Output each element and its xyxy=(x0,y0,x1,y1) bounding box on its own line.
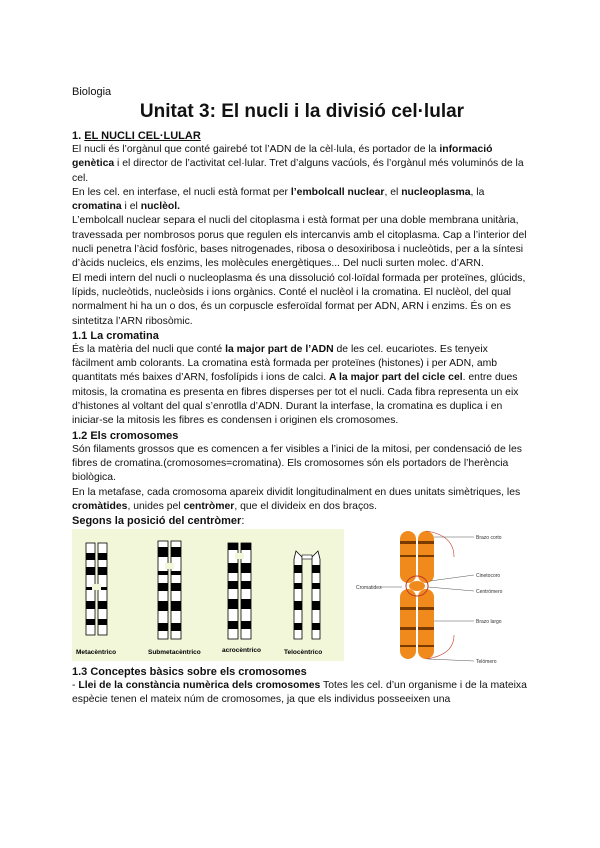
orange-chromosome xyxy=(400,531,454,659)
label-cromatides: Cromatides xyxy=(356,585,382,592)
section-1-1-heading: 1.1 La cromatina xyxy=(72,329,159,342)
bold-text: informació genètica xyxy=(72,144,493,170)
chromosome-anatomy-figure xyxy=(356,527,532,665)
text: En la metafase, cada cromosoma apareix dividit longitudinalment en dues unitats simètriques, les xyxy=(72,486,521,498)
paragraph-5 xyxy=(72,343,532,429)
page-title: Unitat 3: El nucli i la divisió cel·lular xyxy=(139,101,465,122)
bold-text: centròmer xyxy=(183,500,235,512)
section-1-3-heading: 1.3 Conceptes bàsics sobre els cromosomes xyxy=(72,666,307,679)
text: , unides pel xyxy=(127,500,184,512)
label-centromero: Centrómero xyxy=(476,589,503,596)
section-1-2-heading: 1.2 Els cromosomes xyxy=(72,429,179,442)
text: És la matèria del nucli que conté xyxy=(72,343,226,355)
section-1-title: EL NUCLI CEL·LULAR xyxy=(84,130,201,142)
bold-text: nucleoplasma xyxy=(401,186,471,198)
figures-row xyxy=(72,529,532,665)
label-submetacentric: Submetacèntrico xyxy=(148,649,201,657)
label-cinetocoro: Cinetocoro xyxy=(476,573,501,580)
label-brazo-corto: Brazo corto xyxy=(476,535,502,542)
chromosome-types-figure xyxy=(72,529,344,661)
label-acrocentric: acrocèntrico xyxy=(222,647,262,655)
bold-text: nuclèol. xyxy=(140,201,180,213)
paragraph-8 xyxy=(72,679,532,708)
label-metacentric: Metacèntrico xyxy=(76,649,117,657)
text: , la xyxy=(470,186,485,198)
centromere-position-heading xyxy=(72,514,532,528)
text: i el director de l’activitat cel·lular. Tret d’alguns vacúols, és l’orgànul més voluminós de la cel. xyxy=(72,158,524,184)
text: . entre dues mitosis, la cromatina es presenta en fibres disperses per tot el nucli. Cada fibra representa un eix d’histones al voltant del qual s’enrotlla d’ADN. Durant la interfase, la cromatina es duplica i en iniciar-se la mitosis les fibres es condensen i originen els cromosomes. xyxy=(72,372,519,427)
bold-text: A la major part del cicle cel xyxy=(329,372,463,384)
bold-text: l’embolcall nuclear xyxy=(290,186,385,198)
paragraph-7 xyxy=(72,486,532,515)
paragraph-2 xyxy=(72,186,532,215)
paragraph-1 xyxy=(72,143,532,186)
text: En les cel. en interfase, el nucli està format per xyxy=(72,186,291,198)
paragraph-3: L’embolcall nuclear separa el nucli del citoplasma i està format per una doble membrana unitària, travessada per nombrosos porus que regulen els intercanvis amb el citoplasma. Cap a l’interior del nucli penetra l’àcid fosfòric, bases nitrogenades, ribosa o desoxiribosa i nucleòtids, per a la síntesi d’àcids nucleics, els enzims, les molècules energètiques... Del nucli surten molec. d’ARN. xyxy=(72,215,527,270)
text: , que el divideix en dos braços. xyxy=(234,500,377,512)
label-telomero: Telómero xyxy=(476,659,497,666)
bold-text: cromàtides xyxy=(72,500,128,512)
text: : xyxy=(241,515,245,528)
text: , el xyxy=(384,186,402,198)
text: Segons la posició del centròmer xyxy=(72,515,242,528)
document-page xyxy=(72,86,532,708)
paragraph-4: El medi intern del nucli o nucleoplasma és una dissolució col·loïdal formada per proteïnes, glúcids, lípids, nucleòtids, nucleòsids i ions orgànics. Conté el nuclèol i la cromatina. El nuclèol, del qual normalment hi ha un o dos, és un corpuscle esferoïdal format per ADN, ARN i enzims. És on es sintetitza l’ARN ribosòmic. xyxy=(72,272,526,327)
bold-text: cromatina xyxy=(72,201,122,213)
text: Totes les cel. d’un organisme i de la mateixa espècie tenen el mateix núm de cromosomes, ja que els individus posseeixen una xyxy=(72,680,527,706)
bold-text: la major part de l’ADN xyxy=(225,343,334,355)
bold-text: Llei de la constància numèrica dels cromosomes xyxy=(78,680,321,692)
text: i el xyxy=(121,201,141,213)
text: - xyxy=(72,680,79,692)
section-1-heading xyxy=(72,129,532,143)
section-1-number: 1. xyxy=(72,130,82,142)
text: de les cel. eucariotes. Es tenyeix fàcilment amb colorants. La cromatina està formada per proteïnes (histones) i per ADN, amb quantitats més baixes d’ARN, fosfolípids i ions de calci. xyxy=(72,343,498,384)
label-brazo-largo: Brazo largo xyxy=(476,619,502,626)
text: El nucli és l’orgànul que conté gairebé tot l’ADN de la cèl·lula, és portador de la xyxy=(72,144,440,155)
label-telocentric: Telocèntrico xyxy=(284,649,323,657)
subject-label: Biologia xyxy=(72,86,112,98)
paragraph-6: Són filaments grossos que es comencen a fer visibles a l’inici de la mitosi, per condensació de les fibres de cromatina.(cromosomes=cromatina). Els cromosomes són els portadors de l’herència biològica. xyxy=(72,443,522,484)
